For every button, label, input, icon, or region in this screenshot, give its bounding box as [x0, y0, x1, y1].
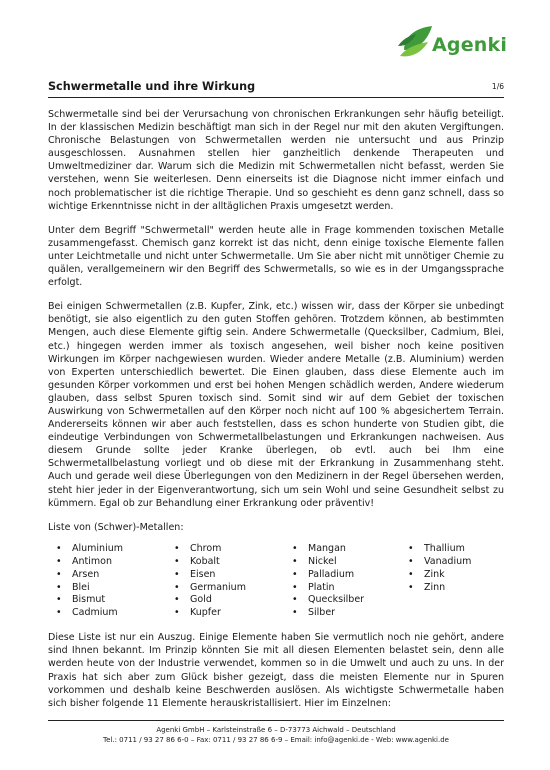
paragraph-effects: Bei einigen Schwermetallen (z.B. Kupfer, Zink, etc.) wissen wir, dass der Körper sie unbedingt benötigt, sie also eigentlich zu den guten Stoffen gehören. Trotzdem können, ab bestimmten Mengen, auch diese Elemente giftig sein. Andere Schwermetalle (Quecksilber, Cadmium, Blei, etc.) hingegen werden immer als toxisch angesehen, weil bisher noch keine positiven Wirkungen im Körper nachgewiesen wurden. Wieder andere Metalle (z.B. Aluminium) werden von Experten unterschiedlich bewertet. Die Einen glauben, dass diese Elemente auch im gesunden Körper vorkommen und erst bei hohen Mengen schädlich werden, Andere wiederum glauben, dass selbst Spuren toxisch sind. Somit sind wir auf dem Gebiet der toxischen Auswirkung von Schwermetallen auf den Körper noch nicht auf 100 % abgesichertem Terrain. Andererseits können wir aber auch feststellen, dass es schon hunderte von Studien gibt, die eindeutige Verbindungen von Schwermetallbelastungen und Erkrankungen nachweisen. Aus diesem Grunde sollte jeder Kranke überlegen, ob evtl. auch bei Ihm eine Schwermetallbelastung vorliegt und ob diese mit der Erkrankung in Zusammenhang steht. Auch und gerade weil diese Überlegungen von den Medizinern in der Regel übersehen werden, steht hier jeder in der Eigenverantwortung, sich um sein Wohl und seine Gesundheit selbst zu kümmern. Egal ob zur Behandlung einer Erkrankung oder präventiv! [48, 301, 504, 509]
page-footer [48, 720, 504, 745]
list-item: • Mangan [284, 543, 400, 556]
list-item: • Kupfer [166, 607, 284, 620]
metal-list-column-1 [48, 543, 166, 620]
list-item: • Vanadium [400, 556, 500, 569]
list-item: • Quecksilber [284, 594, 400, 607]
list-heading: Liste von (Schwer)-Metallen: [48, 521, 184, 533]
list-item: • Eisen [166, 569, 284, 582]
list-item: • Antimon [48, 556, 166, 569]
list-item: • Zinn [400, 582, 500, 595]
paragraph-intro: Schwermetalle sind bei der Verursachung von chronischen Erkrankungen sehr häufig beteiligt. In der klassischen Medizin beschäftigt man sich in der Regel nur mit den akuten Vergiftungen. Chronische Belastungen von Schwermetallen werden nie untersucht und aus Prinzip ausgeschlossen. Ausnahmen stellen hier ganzheitlich denkende Therapeuten und Umweltmediziner dar. Warum sich die Medizin mit Schwermetallen nicht befasst, werden Sie verstehen, wenn Sie weiterlesen. Denn einerseits ist die Diagnose nicht immer einfach und noch problematischer ist die richtige Therapie. Und so geschieht es denn ganz schnell, dass so wichtige Erkenntnisse nicht in der alltäglichen Praxis umgesetzt werden. [48, 109, 504, 212]
list-item: • Platin [284, 582, 400, 595]
list-item: • Palladium [284, 569, 400, 582]
list-item: • Chrom [166, 543, 284, 556]
metal-list-column-2 [166, 543, 284, 620]
list-item: • Gold [166, 594, 284, 607]
list-item: • Blei [48, 582, 166, 595]
metal-list-column-4 [400, 543, 500, 620]
page-number: 1/6 [491, 82, 504, 91]
list-item: • Germanium [166, 582, 284, 595]
header-bar [48, 80, 504, 98]
list-item: • Arsen [48, 569, 166, 582]
list-item: • Nickel [284, 556, 400, 569]
footer-address: Agenki GmbH – Karlsteinstraße 6 – D-73773 Aichwald – Deutschland [156, 726, 396, 734]
document-body [48, 108, 504, 721]
paragraph-definition: Unter dem Begriff "Schwermetall" werden heute alle in Frage kommenden toxischen Metalle zusammengefasst. Chemisch ganz korrekt ist das nicht, denn einige toxische Elemente fallen unter Leichtmetalle und nicht unter Schwermetalle. Um Sie aber nicht mit unnötiger Chemie zu quälen, verallgemeinern wir den Begriff des Schwermetalls, so wie es in der Umgangssprache erfolgt. [48, 224, 504, 289]
page-title: Schwermetalle und ihre Wirkung [48, 80, 256, 93]
list-item: • Cadmium [48, 607, 166, 620]
list-item: • Kobalt [166, 556, 284, 569]
agenki-logo [398, 22, 508, 62]
list-item: • Silber [284, 607, 400, 620]
footer-contact: Tel.: 0711 / 93 27 86 6-0 – Fax: 0711 / 93 27 86 6-9 – Email: info@agenki.de - Web: www.agenki.de [103, 736, 449, 744]
metal-list-column-3 [284, 543, 400, 620]
list-item: • Thallium [400, 543, 500, 556]
list-item: • Bismut [48, 594, 166, 607]
metal-list [48, 543, 504, 620]
list-item: • Aluminium [48, 543, 166, 556]
paragraph-list-note: Diese Liste ist nur ein Auszug. Einige Elemente haben Sie vermutlich noch nie gehört, andere sind Ihnen bekannt. Im Prinzip könnten Sie mit all diesen Elementen belastet sein, denn alle werden heute von der Industrie verwendet, kommen so in die Umwelt und auch zu uns. In der Praxis hat sich aber zum Glück bisher gezeigt, dass die meisten Elemente nur in Spuren vorkommen und deshalb keine Beschwerden auslösen. Als wichtigste Schwermetalle haben sich bisher folgende 11 Elemente herauskristallisiert. Hier im Einzelnen: [48, 632, 504, 709]
logo-text: Agenki [432, 34, 508, 56]
list-item: • Zink [400, 569, 500, 582]
